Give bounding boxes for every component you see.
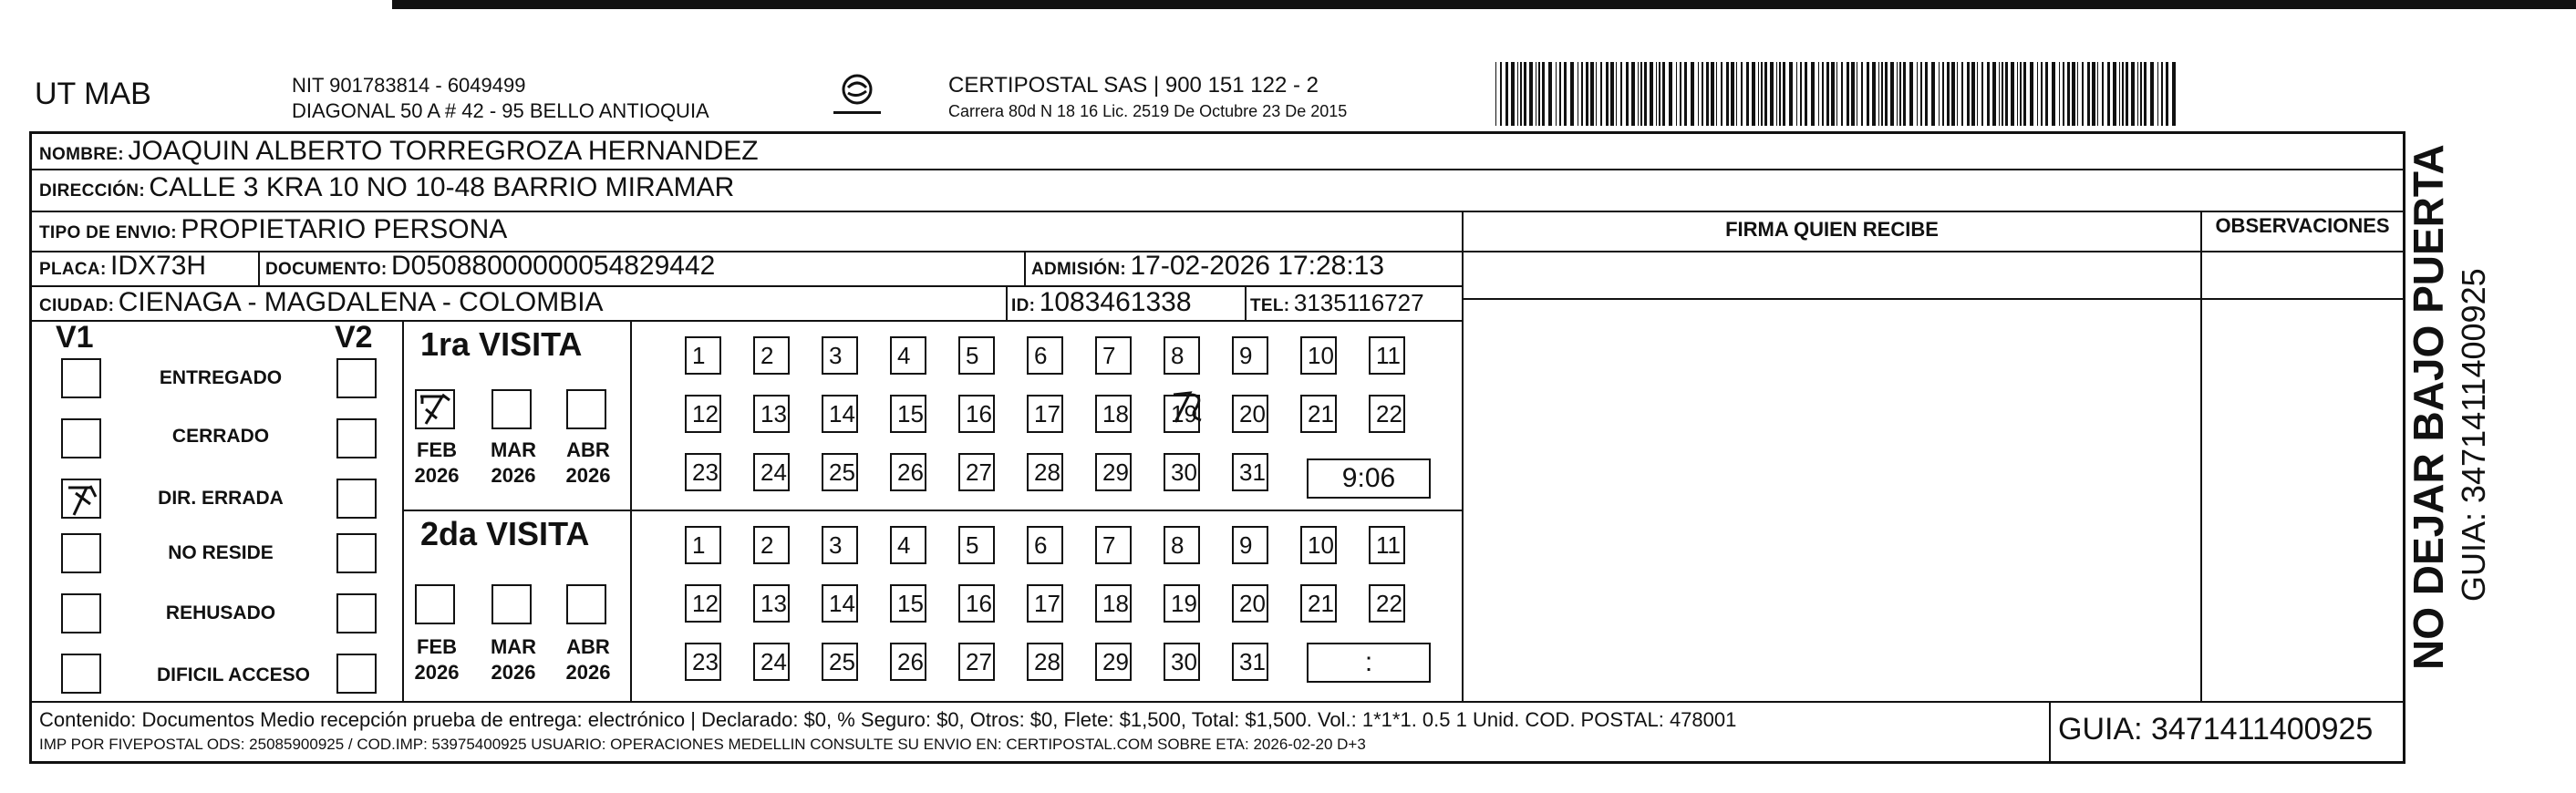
first-visit-year-label: 2026 (565, 464, 611, 487)
company-info (292, 73, 709, 124)
barcode-bar (1662, 62, 1665, 126)
barcode-bar (1659, 62, 1660, 126)
v1-header: V1 (56, 320, 94, 355)
first-visit-day-box[interactable]: 23 (685, 453, 721, 491)
barcode-bar (1590, 62, 1594, 126)
second-visit-day-box[interactable]: 16 (958, 584, 995, 623)
v1-checkbox-dir-errada[interactable] (61, 479, 101, 519)
company-name: UT MAB (35, 77, 151, 111)
second-visit-day-box[interactable]: 11 (1369, 526, 1405, 564)
barcode-bar (1542, 62, 1545, 126)
side-guia: GUIA: 3471411400925 (2455, 268, 2492, 602)
v1-checkbox-entregado[interactable] (61, 358, 101, 398)
second-visit-day-box[interactable]: 9 (1232, 526, 1268, 564)
barcode-bar (2082, 62, 2084, 126)
barcode-bar (1758, 62, 1759, 126)
observations-header: OBSERVACIONES (2215, 214, 2390, 237)
first-visit-day-box[interactable]: 21 (1300, 395, 1337, 433)
barcode-bar (1822, 62, 1824, 126)
status-label-entregado: ENTREGADO (159, 367, 283, 388)
first-visit-year-label: 2026 (491, 464, 536, 487)
plate-value: IDX73H (110, 251, 207, 281)
second-visit-day-box[interactable]: 10 (1300, 526, 1337, 564)
barcode-bar (1770, 62, 1774, 126)
certipostal-logo (828, 71, 886, 124)
recipient-name-row (39, 136, 759, 167)
second-visit-day-box[interactable]: 26 (890, 643, 926, 681)
second-visit-day-box[interactable]: 12 (685, 584, 721, 623)
check-mark-icon (63, 480, 103, 520)
first-visit-day-box[interactable]: 14 (822, 395, 858, 433)
second-visit-day-box[interactable]: 24 (753, 643, 790, 681)
barcode-bar (2017, 62, 2018, 126)
first-visit-day-box[interactable]: 17 (1027, 395, 1063, 433)
second-visit-day-box[interactable]: 29 (1095, 643, 1132, 681)
barcode-bar (2063, 62, 2064, 126)
barcode-bar (2144, 62, 2147, 126)
second-visit-year-label: 2026 (491, 661, 536, 684)
admission-value: 17-02-2026 17:28:13 (1130, 251, 1385, 281)
barcode-bar (2122, 62, 2124, 126)
barcode-bar (1702, 62, 1703, 126)
v2-checkbox-entregado[interactable] (336, 358, 377, 398)
barcode-bar (1942, 62, 1944, 126)
first-visit-day-box[interactable]: 26 (890, 453, 926, 491)
barcode-bar (1885, 62, 1888, 126)
footer-guia: GUIA: 3471411400925 (2058, 712, 2374, 747)
barcode-bar (1741, 62, 1743, 126)
first-visit-month-feb[interactable] (415, 389, 455, 429)
barcode-bar (1644, 62, 1647, 126)
first-visit-day-box[interactable]: 10 (1300, 336, 1337, 375)
barcode-bar (1909, 62, 1913, 126)
second-visit-title: 2da VISITA (420, 515, 590, 552)
barcode-bar (2023, 62, 2026, 126)
address-row (39, 172, 734, 203)
barcode-bar (2102, 62, 2104, 126)
barcode-bar (1676, 62, 1677, 126)
first-visit-day-box[interactable]: 9 (1232, 336, 1268, 375)
status-label-dir-errada: DIR. ERRADA (158, 488, 284, 509)
barcode-bar (2020, 62, 2022, 126)
first-visit-day-box[interactable]: 7 (1095, 336, 1132, 375)
v2-checkbox-no-reside[interactable] (336, 533, 377, 573)
recipient-name-label: NOMBRE: (39, 145, 124, 164)
barcode-bar (1999, 62, 2000, 126)
barcode-bar (1764, 62, 1767, 126)
barcode-bar (2131, 62, 2135, 126)
barcode-bar (1931, 62, 1935, 126)
second-visit-day-box[interactable]: 4 (890, 526, 926, 564)
top-border (392, 0, 2576, 9)
barcode-bar (1818, 62, 1819, 126)
status-label-rehusado: REHUSADO (165, 602, 276, 623)
barcode-bar (1776, 62, 1777, 126)
barcode-bar (1981, 62, 1983, 126)
document-value: D05088000000054829442 (391, 251, 716, 281)
barcode-bar (2097, 62, 2098, 126)
id-row (1011, 287, 1192, 318)
first-visit-day-box[interactable]: 25 (822, 453, 858, 491)
second-visit-day-box[interactable]: 19 (1164, 584, 1200, 623)
first-visit-day-box[interactable]: 11 (1369, 336, 1405, 375)
address-value: CALLE 3 KRA 10 NO 10-48 BARRIO MIRAMAR (149, 172, 735, 202)
side-notice: NO DEJAR BAJO PUERTA (2405, 144, 2452, 670)
admission-row (1031, 251, 1384, 282)
address-label: DIRECCIÓN: (39, 181, 145, 201)
status-label-cerrado: CERRADO (171, 426, 270, 447)
second-visit-day-box[interactable]: 17 (1027, 584, 1063, 623)
barcode-bar (1556, 62, 1557, 126)
first-visit-day-box[interactable]: 2 (753, 336, 790, 375)
v1-checkbox-dificil-acceso[interactable] (61, 654, 101, 694)
barcode-bar (1706, 62, 1709, 126)
barcode-bar (1731, 62, 1734, 126)
barcode-bar (1691, 62, 1694, 126)
second-visit-day-box[interactable]: 5 (958, 526, 995, 564)
first-visit-day-box[interactable]: 15 (890, 395, 926, 433)
barcode-bar (1847, 62, 1849, 126)
plate-row (39, 251, 206, 282)
document-label: DOCUMENTO: (265, 260, 388, 279)
barcode-bar (1890, 62, 1894, 126)
first-visit-day-box[interactable]: 19 (1164, 395, 1200, 433)
barcode-bar (1529, 62, 1533, 126)
barcode-bar (2059, 62, 2060, 126)
first-visit-day-box[interactable]: 5 (958, 336, 995, 375)
barcode-bar (1951, 62, 1955, 126)
v1-checkbox-no-reside[interactable] (61, 533, 101, 573)
barcode-bar (1511, 62, 1515, 126)
barcode-bar (1680, 62, 1681, 126)
second-visit-day-box[interactable]: 6 (1027, 526, 1063, 564)
barcode-bar (1564, 62, 1567, 126)
second-visit-month-mar[interactable] (491, 584, 532, 624)
check-mark-icon (417, 391, 457, 431)
barcode-bar (1917, 62, 1918, 126)
barcode-bar (1746, 62, 1749, 126)
barcode-bar (1517, 62, 1518, 126)
barcode-bar (1524, 62, 1526, 126)
first-visit-day-box[interactable]: 27 (958, 453, 995, 491)
first-visit-day-box[interactable]: 24 (753, 453, 790, 491)
second-visit-day-box[interactable]: 22 (1369, 584, 1405, 623)
barcode-bar (1920, 62, 1922, 126)
first-visit-month-label: FEB (417, 438, 457, 461)
first-visit-day-box[interactable]: 28 (1027, 453, 1063, 491)
first-visit-day-box[interactable]: 4 (890, 336, 926, 375)
barcode-bar (1559, 62, 1561, 126)
barcode-bar (1538, 62, 1540, 126)
barcode-bar (2119, 62, 2120, 126)
barcode-bar (2045, 62, 2048, 126)
v2-checkbox-rehusado[interactable] (336, 593, 377, 633)
status-label-dificil-acceso: DIFICIL ACCESO (156, 664, 310, 685)
v2-checkbox-dir-errada[interactable] (336, 479, 377, 519)
v2-checkbox-cerrado[interactable] (336, 418, 377, 458)
city-value: CIENAGA - MAGDALENA - COLOMBIA (118, 287, 604, 317)
barcode-bar (1881, 62, 1883, 126)
barcode-bar (1851, 62, 1855, 126)
barcode-bar (1831, 62, 1835, 126)
barcode-bar (1638, 62, 1639, 126)
barcode-bar (2113, 62, 2116, 126)
barcode-bar (1992, 62, 1996, 126)
signature-header: FIRMA QUIEN RECIBE (1725, 218, 1939, 241)
second-visit-day-box[interactable]: 23 (685, 643, 721, 681)
document-row (265, 251, 715, 282)
status-label-no-reside: NO RESIDE (168, 542, 274, 563)
second-visit-day-box[interactable]: 3 (822, 526, 858, 564)
barcode-bar (1939, 62, 1940, 126)
first-visit-day-box[interactable]: 12 (685, 395, 721, 433)
barcode-bar (1957, 62, 1958, 126)
first-visit-day-box[interactable]: 6 (1027, 336, 1063, 375)
barcode-bar (1903, 62, 1906, 126)
barcode-bar (1640, 62, 1642, 126)
barcode-bar (1967, 62, 1970, 126)
barcode-bar (1616, 62, 1617, 126)
barcode-bar (2092, 62, 2095, 126)
second-visit-day-box[interactable]: 13 (753, 584, 790, 623)
v1-checkbox-rehusado[interactable] (61, 593, 101, 633)
first-visit-day-box[interactable]: 20 (1232, 395, 1268, 433)
barcode-bar (2002, 62, 2003, 126)
barcode-bar (1783, 62, 1785, 126)
barcode-bar (2011, 62, 2014, 126)
barcode-bar (1626, 62, 1629, 126)
barcode-bar (1606, 62, 1609, 126)
barcode-bar (1925, 62, 1928, 126)
barcode (1495, 62, 2179, 126)
first-visit-day-box[interactable]: 29 (1095, 453, 1132, 491)
barcode-bar (1752, 62, 1755, 126)
barcode-bar (1867, 62, 1869, 126)
first-visit-month-label: ABR (566, 438, 610, 461)
barcode-bar (1899, 62, 1901, 126)
first-visit-day-box[interactable]: 16 (958, 395, 995, 433)
second-visit-day-box[interactable]: 15 (890, 584, 926, 623)
barcode-bar (1684, 62, 1687, 126)
barcode-bar (1761, 62, 1763, 126)
first-visit-month-mar[interactable] (491, 389, 532, 429)
barcode-bar (1861, 62, 1863, 126)
first-visit-title: 1ra VISITA (420, 325, 583, 363)
barcode-bar (1796, 62, 1797, 126)
second-visit-time[interactable]: : (1307, 643, 1431, 683)
first-visit-day-box[interactable]: 13 (753, 395, 790, 433)
barcode-bar (1811, 62, 1815, 126)
second-visit-day-box[interactable]: 2 (753, 526, 790, 564)
second-visit-month-label: FEB (417, 635, 457, 658)
barcode-bar (1610, 62, 1614, 126)
second-visit-month-label: MAR (490, 635, 537, 658)
barcode-bar (1631, 62, 1635, 126)
second-visit-year-label: 2026 (414, 661, 460, 684)
barcode-bar (2126, 62, 2128, 126)
shipment-type-value: PROPIETARIO PERSONA (181, 214, 508, 244)
barcode-bar (1726, 62, 1729, 126)
v1-checkbox-cerrado[interactable] (61, 418, 101, 458)
barcode-bar (1548, 62, 1552, 126)
city-label: CIUDAD: (39, 296, 115, 315)
barcode-bar (2072, 62, 2075, 126)
first-visit-month-abr[interactable] (566, 389, 606, 429)
second-visit-month-abr[interactable] (566, 584, 606, 624)
shipment-type-row (39, 214, 507, 245)
barcode-bar (1500, 62, 1502, 126)
second-visit-day-box[interactable]: 7 (1095, 526, 1132, 564)
barcode-bar (2166, 62, 2168, 126)
city-row (39, 287, 604, 318)
barcode-bar (1841, 62, 1843, 126)
first-visit-year-label: 2026 (414, 464, 460, 487)
first-visit-month-label: MAR (490, 438, 537, 461)
barcode-bar (2087, 62, 2090, 126)
barcode-bar (1620, 62, 1622, 126)
company-nit: NIT 901783814 - 6049499 (292, 74, 526, 97)
barcode-bar (2037, 62, 2038, 126)
first-visit-day-box[interactable]: 22 (1369, 395, 1405, 433)
shipment-type-label: TIPO DE ENVIO: (39, 223, 177, 242)
second-visit-day-box[interactable]: 8 (1164, 526, 1200, 564)
first-visit-day-box[interactable]: 3 (822, 336, 858, 375)
barcode-bar (1716, 62, 1717, 126)
first-visit-day-box[interactable]: 1 (685, 336, 721, 375)
barcode-bar (1495, 62, 1496, 126)
barcode-bar (1698, 62, 1699, 126)
barcode-bar (1736, 62, 1737, 126)
barcode-bar (1987, 62, 1990, 126)
barcode-bar (2137, 62, 2138, 126)
first-visit-time[interactable]: 9:06 (1307, 458, 1431, 499)
barcode-bar (1961, 62, 1963, 126)
second-visit-day-box[interactable]: 14 (822, 584, 858, 623)
plate-label: PLACA: (39, 260, 107, 279)
barcode-bar (1971, 62, 1975, 126)
id-value: 1083461338 (1039, 287, 1192, 317)
second-visit-day-box[interactable]: 18 (1095, 584, 1132, 623)
barcode-bar (1836, 62, 1837, 126)
barcode-bar (2077, 62, 2078, 126)
second-visit-day-box[interactable]: 25 (822, 643, 858, 681)
v2-header: V2 (335, 320, 373, 355)
first-visit-day-box[interactable]: 31 (1232, 453, 1268, 491)
second-visit-year-label: 2026 (565, 661, 611, 684)
barcode-bar (2107, 62, 2110, 126)
barcode-bar (2052, 62, 2055, 126)
barcode-bar (1721, 62, 1723, 126)
second-visit-day-box[interactable]: 20 (1232, 584, 1268, 623)
first-visit-day-box[interactable]: 30 (1164, 453, 1200, 491)
barcode-bar (1596, 62, 1597, 126)
barcode-bar (1570, 62, 1574, 126)
second-visit-day-box[interactable]: 27 (958, 643, 995, 681)
barcode-bar (1656, 62, 1657, 126)
barcode-bar (1600, 62, 1602, 126)
courier-address: Carrera 80d N 18 16 Lic. 2519 De Octubre 23 De 2015 (948, 102, 1348, 120)
company-address: DIAGONAL 50 A # 42 - 95 BELLO ANTIOQUIA (292, 99, 709, 122)
barcode-bar (2172, 62, 2176, 126)
first-visit-day-box[interactable]: 18 (1095, 395, 1132, 433)
second-visit-day-box[interactable]: 31 (1232, 643, 1268, 681)
barcode-bar (1805, 62, 1807, 126)
tel-value: 3135116727 (1293, 289, 1424, 316)
barcode-bar (1505, 62, 1508, 126)
barcode-bar (1520, 62, 1522, 126)
barcode-bar (1897, 62, 1898, 126)
barcode-bar (1669, 62, 1672, 126)
barcode-bar (1789, 62, 1793, 126)
barcode-bar (2030, 62, 2033, 126)
barcode-bar (1872, 62, 1876, 126)
id-label: ID: (1011, 296, 1036, 315)
barcode-bar (1977, 62, 1978, 126)
second-visit-month-feb[interactable] (415, 584, 455, 624)
barcode-bar (2005, 62, 2008, 126)
second-visit-day-box[interactable]: 21 (1300, 584, 1337, 623)
v2-checkbox-dificil-acceso[interactable] (336, 654, 377, 694)
barcode-bar (2041, 62, 2043, 126)
barcode-bar (2161, 62, 2163, 126)
barcode-bar (1947, 62, 1950, 126)
admission-label: ADMISIÓN: (1031, 260, 1127, 279)
barcode-bar (1779, 62, 1781, 126)
day-strike-mark (1168, 387, 1208, 429)
courier-name: CERTIPOSTAL SAS | 900 151 122 - 2 (948, 73, 1319, 98)
barcode-bar (1711, 62, 1714, 126)
recipient-name: JOAQUIN ALBERTO TORREGROZA HERNANDEZ (128, 136, 759, 166)
barcode-bar (2067, 62, 2070, 126)
barcode-bar (1878, 62, 1879, 126)
tel-row (1250, 289, 1424, 317)
barcode-bar (1586, 62, 1588, 126)
second-visit-day-box[interactable]: 30 (1164, 643, 1200, 681)
barcode-bar (1826, 62, 1829, 126)
barcode-bar (2140, 62, 2142, 126)
second-visit-day-box[interactable]: 28 (1027, 643, 1063, 681)
second-visit-month-label: ABR (566, 635, 610, 658)
barcode-bar (1800, 62, 1802, 126)
second-visit-day-box[interactable]: 1 (685, 526, 721, 564)
barcode-bar (2157, 62, 2158, 126)
footer-print-line: IMP POR FIVEPOSTAL ODS: 25085900925 / COD.IMP: 53975400925 USUARIO: OPERACIONES MEDELLIN CONSULTE SU ENVIO EN: CERTIPOSTAL.COM SOBRE ETA: 2026-02-20 D+3 (39, 736, 1366, 753)
delivery-form (29, 131, 2405, 764)
first-visit-day-box[interactable]: 8 (1164, 336, 1200, 375)
barcode-bar (1650, 62, 1653, 126)
barcode-bar (1581, 62, 1583, 126)
footer-content-line: Contenido: Documentos Medio recepción prueba de entrega: electrónico | Declarado: $0, % Seguro: $0, Otros: $0, Flete: $1,500, Total: $1,500. Vol.: 1*1*1. 0.5 1 Unid. COD. POSTAL: 478001 (39, 708, 1737, 731)
barcode-bar (2150, 62, 2154, 126)
courier-info (948, 73, 1347, 124)
tel-label: TEL: (1250, 296, 1290, 315)
